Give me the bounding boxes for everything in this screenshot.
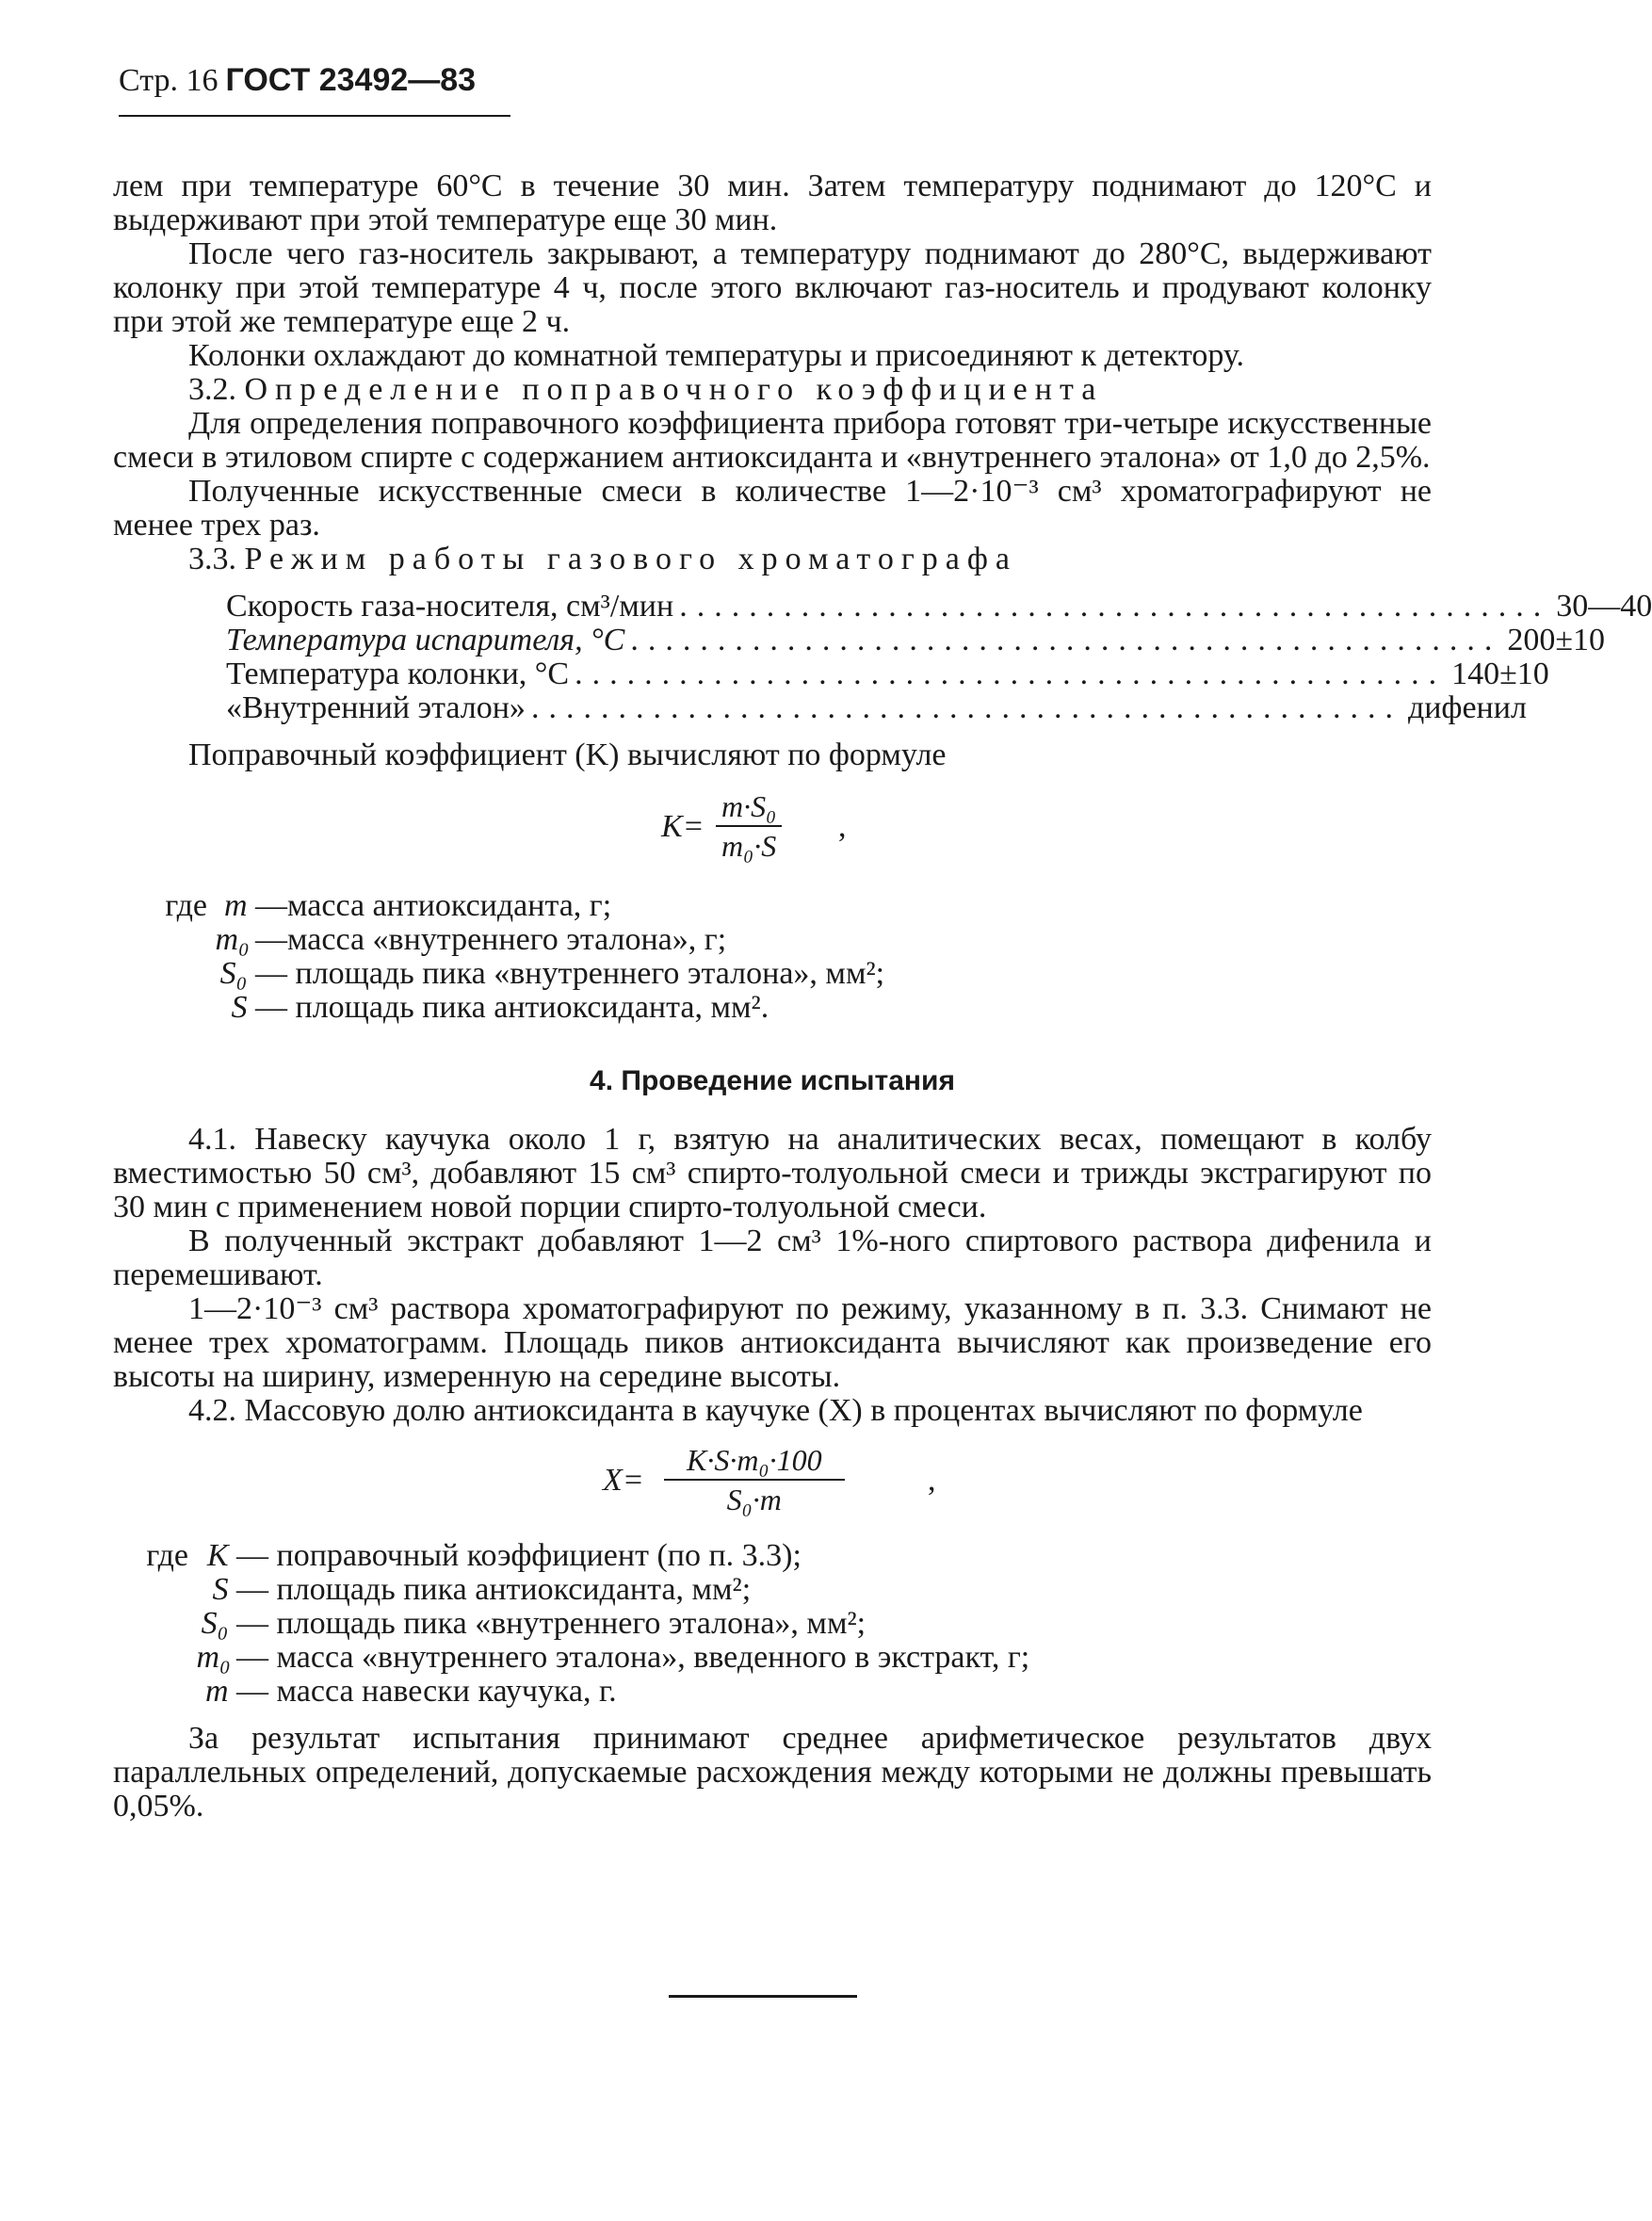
legend-text: — площадь пика антиоксиданта, мм²; (236, 1572, 752, 1607)
legend-row (113, 1675, 1432, 1709)
paragraph-k-intro: Поправочный коэффициент (K) вычисляют по формуле (188, 738, 947, 772)
formula-fraction (664, 1443, 845, 1516)
legend-symbol: m₀ (196, 1640, 231, 1675)
legend-row (113, 1539, 1432, 1573)
formula-fraction (716, 789, 782, 863)
paragraph-continuation: лем при температуре 60°С в течение 30 мин. Затем температуру поднимают до 120°С и выдерживают при этой температуре еще 30 мин. (113, 169, 1432, 237)
paragraph-result: За результат испытания принимают среднее арифметическое результатов двух параллельных определений, допускаемые расхождения между которыми не должны превышать 0,05%. (113, 1721, 1432, 1824)
formula-comma: , (928, 1463, 936, 1498)
paragraph-4-2: 4.2. Массовую долю антиоксиданта в каучуке (X) в процентах вычисляют по формуле (188, 1393, 1363, 1428)
formula-comma: , (838, 809, 847, 844)
legend-row (113, 991, 1432, 1025)
legend-text: — масса навески каучука, г. (236, 1674, 617, 1709)
formula-x-legend (113, 1539, 1432, 1709)
parameter-row (226, 623, 1606, 657)
legend-symbol: m (223, 888, 248, 923)
fraction-numerator: K·S·m₀·100 (664, 1443, 845, 1481)
legend-prefix: где (146, 1538, 188, 1573)
parameter-value: 30—40 (1556, 589, 1652, 624)
chromatograph-parameters (226, 589, 1652, 725)
section-number: 3.2. (188, 372, 236, 407)
legend-text: — масса «внутреннего эталона», введенного в экстракт, г; (236, 1640, 1030, 1675)
fraction-denominator: m₀·S (721, 829, 777, 863)
parameter-row (226, 589, 1652, 624)
formula-k (113, 786, 1432, 876)
legend-text: — поправочный коэффициент (по п. 3.3); (236, 1538, 802, 1573)
formula-lhs: K= (661, 809, 705, 844)
legend-symbol: S (231, 990, 248, 1025)
legend-symbol: K (206, 1538, 229, 1573)
parameter-value: 140±10 (1451, 657, 1549, 691)
formula-x (113, 1441, 1432, 1526)
section-3-3-heading (113, 543, 1432, 576)
header-rule (119, 115, 510, 117)
parameter-label: Температура испарителя, °С (226, 623, 625, 657)
legend-text: — площадь пика антиоксиданта, мм². (255, 990, 769, 1025)
paragraph-mixtures: Полученные искусственные смеси в количестве 1—2·10⁻³ см³ хроматографируют не менее трех раз. (113, 474, 1432, 543)
legend-text: — площадь пика «внутреннего эталона», мм²; (255, 956, 885, 991)
fraction-denominator: S₀·m (726, 1483, 782, 1516)
paragraph-columns-cooling: Колонки охлаждают до комнатной температуры и присоединяют к детектору. (188, 338, 1245, 373)
section-3-2-heading (113, 373, 1432, 407)
legend-row (113, 1573, 1432, 1607)
leader-dots: .................................................. (530, 690, 1402, 725)
paragraph-4-1: 4.1. Навеску каучука около 1 г, взятую на аналитических весах, помещают в колбу вместимостью 50 см³, добавляют 15 см³ спирто-толуольной смеси и трижды экстрагируют по 30 мин с применением новой порции спирто-толуольной смеси. (113, 1122, 1432, 1224)
leader-dots: .................................................. (679, 589, 1551, 624)
parameter-value: 200±10 (1507, 623, 1606, 657)
parameter-row (226, 657, 1549, 691)
legend-row (113, 923, 1432, 957)
legend-row (113, 1607, 1432, 1641)
section-4-heading: 4. Проведение испытания (590, 1065, 955, 1096)
legend-symbol: S₀ (201, 1606, 229, 1641)
formula-k-legend (113, 889, 1432, 1025)
legend-symbol: S₀ (219, 956, 248, 991)
page-header (119, 62, 476, 99)
legend-text: —масса антиоксиданта, г; (255, 888, 612, 923)
end-rule (669, 1995, 857, 1998)
page-number: Стр. 16 (119, 63, 219, 98)
parameter-value: дифенил (1407, 690, 1527, 725)
document-body (113, 169, 1652, 1824)
section-number: 3.3. (188, 542, 236, 576)
parameter-row (226, 690, 1527, 725)
legend-row (113, 889, 1432, 923)
paragraph-chromatography: 1—2·10⁻³ см³ раствора хроматографируют по режиму, указанному в п. 3.3. Снимают не менее трех хроматограмм. Площадь пиков антиоксиданта вычисляют как произведение его высоты на ширину, измеренную на середине высоты. (113, 1291, 1432, 1394)
legend-symbol: m₀ (215, 922, 250, 957)
legend-row (113, 957, 1432, 991)
fraction-numerator: m·S₀ (716, 789, 782, 827)
legend-row (113, 1641, 1432, 1675)
parameter-label: Температура колонки, °С (226, 657, 570, 691)
legend-text: —масса «внутреннего эталона», г; (255, 922, 727, 957)
paragraph-gas-carrier: После чего газ-носитель закрывают, а температуру поднимают до 280°С, выдерживают колонку при этой температуре 4 ч, после этого включают газ-носитель и продувают колонку при этой же температуре еще 2 ч. (113, 236, 1432, 339)
formula-lhs: X= (603, 1463, 644, 1498)
legend-prefix: где (165, 888, 207, 923)
legend-symbol: S (212, 1572, 229, 1607)
legend-text: — площадь пика «внутреннего эталона», мм²; (236, 1606, 866, 1641)
paragraph-extract: В полученный экстракт добавляют 1—2 см³ 1%-ного спиртового раствора дифенила и перемешивают. (113, 1224, 1432, 1292)
leader-dots: .................................................. (575, 657, 1447, 691)
parameter-label: «Внутренний эталон» (226, 690, 526, 725)
section-title: Режим работы газового хроматографа (244, 542, 1017, 576)
standard-code: ГОСТ 23492—83 (225, 62, 477, 98)
paragraph-correction-coef: Для определения поправочного коэффициента прибора готовят три-четыре искусственные смеси в этиловом спирте с содержанием антиоксиданта и «внутреннего эталона» от 1,0 до 2,5%. (113, 406, 1432, 475)
leader-dots: .................................................. (630, 623, 1502, 657)
legend-symbol: m (204, 1674, 229, 1709)
section-title: Определение поправочного коэффициента (244, 372, 1104, 407)
parameter-label: Скорость газа-носителя, см³/мин (226, 589, 674, 624)
